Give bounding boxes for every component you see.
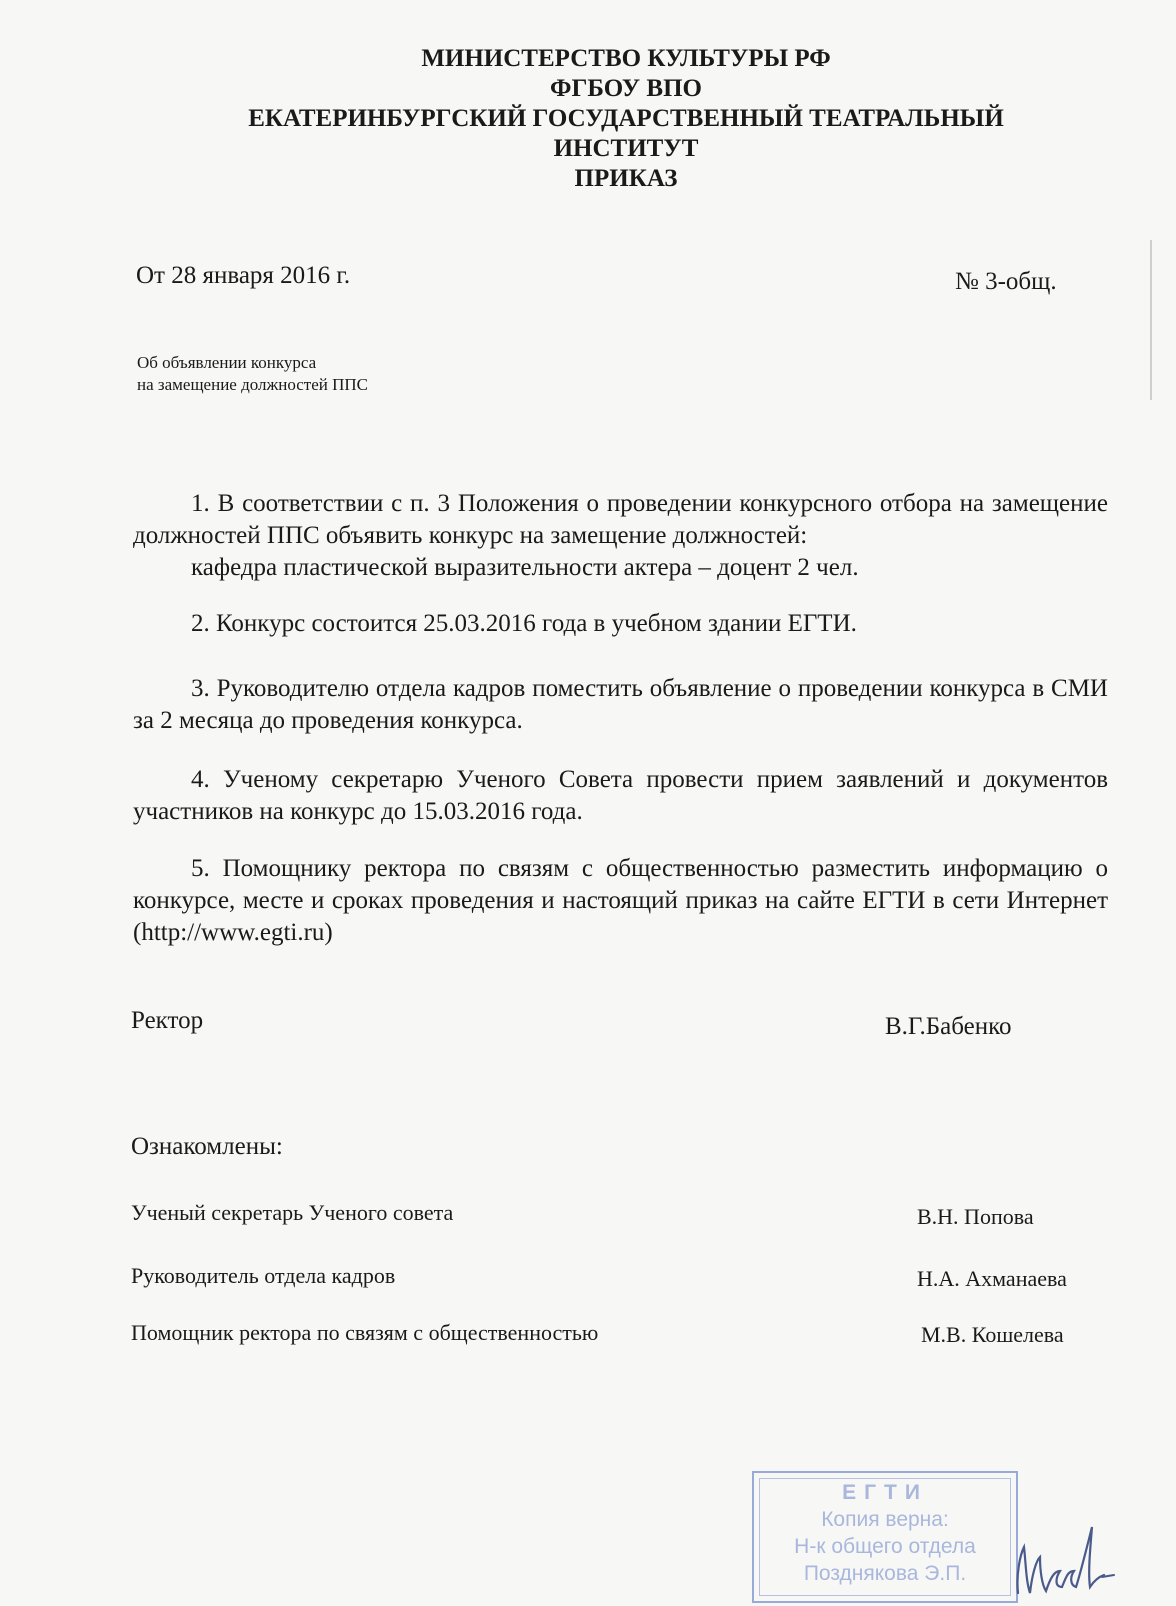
header-institution-name-cont: ИНСТИТУТ xyxy=(553,135,699,162)
order-number: № 3-общ. xyxy=(955,268,1057,295)
acknowledged-name: В.Н. Попова xyxy=(917,1204,1034,1229)
stamp-inner-border xyxy=(759,1478,1011,1596)
order-item-subtext: кафедра пластической выразительности актера – доцент 2 чел. xyxy=(191,554,859,581)
order-item-3 xyxy=(133,673,1108,737)
order-date: От 28 января 2016 г. xyxy=(136,262,351,289)
header-institution-type: ФГБОУ ВПО xyxy=(550,75,702,102)
order-item-text: 4. Ученому секретарю Ученого Совета провести прием заявлений и документов участников на конкурс до 15.03.2016 года. xyxy=(133,766,1108,825)
order-item-4 xyxy=(133,764,1108,828)
handwritten-signature-icon xyxy=(1010,1515,1120,1600)
stamp-line: ЕГТИ xyxy=(842,1481,928,1504)
stamp-line: Копия верна: xyxy=(821,1508,949,1531)
acknowledged-name: Н.А. Ахманаева xyxy=(917,1266,1067,1291)
order-subject xyxy=(137,352,368,396)
acknowledged-label: Ознакомлены: xyxy=(131,1133,283,1160)
stamp-line: Н-к общего отдела xyxy=(794,1535,976,1558)
stamp-line: Позднякова Э.П. xyxy=(803,1562,967,1585)
document-header xyxy=(0,44,1176,194)
order-item-text: 5. Помощнику ректора по связям с общественностью разместить информацию о конкурсе, месте и сроках проведения и настоящий приказ на сайте ЕГТИ в сети Интернет (http://www.egti.ru) xyxy=(133,855,1108,946)
order-item-1 xyxy=(133,488,1108,584)
acknowledged-role: Помощник ректора по связям с общественностью xyxy=(131,1320,599,1345)
order-item-text: 2. Конкурс состоится 25.03.2016 года в учебном здании ЕГТИ. xyxy=(191,610,857,637)
signatory-position: Ректор xyxy=(131,1007,204,1034)
header-ministry: МИНИСТЕРСТВО КУЛЬТУРЫ РФ xyxy=(421,45,831,72)
acknowledged-role: Руководитель отдела кадров xyxy=(131,1263,396,1288)
signatory-name: В.Г.Бабенко xyxy=(885,1013,1012,1040)
header-document-type: ПРИКАЗ xyxy=(574,165,678,192)
order-item-text: 3. Руководителю отдела кадров поместить объявление о проведении конкурса в СМИ за 2 месяца до проведения конкурса. xyxy=(133,675,1108,734)
header-institution-name: ЕКАТЕРИНБУРГСКИЙ ГОСУДАРСТВЕННЫЙ ТЕАТРАЛЬНЫЙ xyxy=(248,105,1004,132)
acknowledged-role: Ученый секретарь Ученого совета xyxy=(131,1200,454,1225)
acknowledged-name: М.В. Кошелева xyxy=(921,1322,1064,1347)
subject-line: Об объявлении конкурса xyxy=(137,353,317,372)
order-item-text: 1. В соответствии с п. 3 Положения о проведении конкурсного отбора на замещение должностей ППС объявить конкурс на замещение должностей: xyxy=(133,490,1108,549)
certification-stamp xyxy=(752,1471,1018,1603)
order-item-5 xyxy=(133,853,1108,949)
scan-artifact xyxy=(1150,240,1152,400)
subject-line: на замещение должностей ППС xyxy=(137,375,369,394)
order-item-2 xyxy=(133,608,1108,640)
